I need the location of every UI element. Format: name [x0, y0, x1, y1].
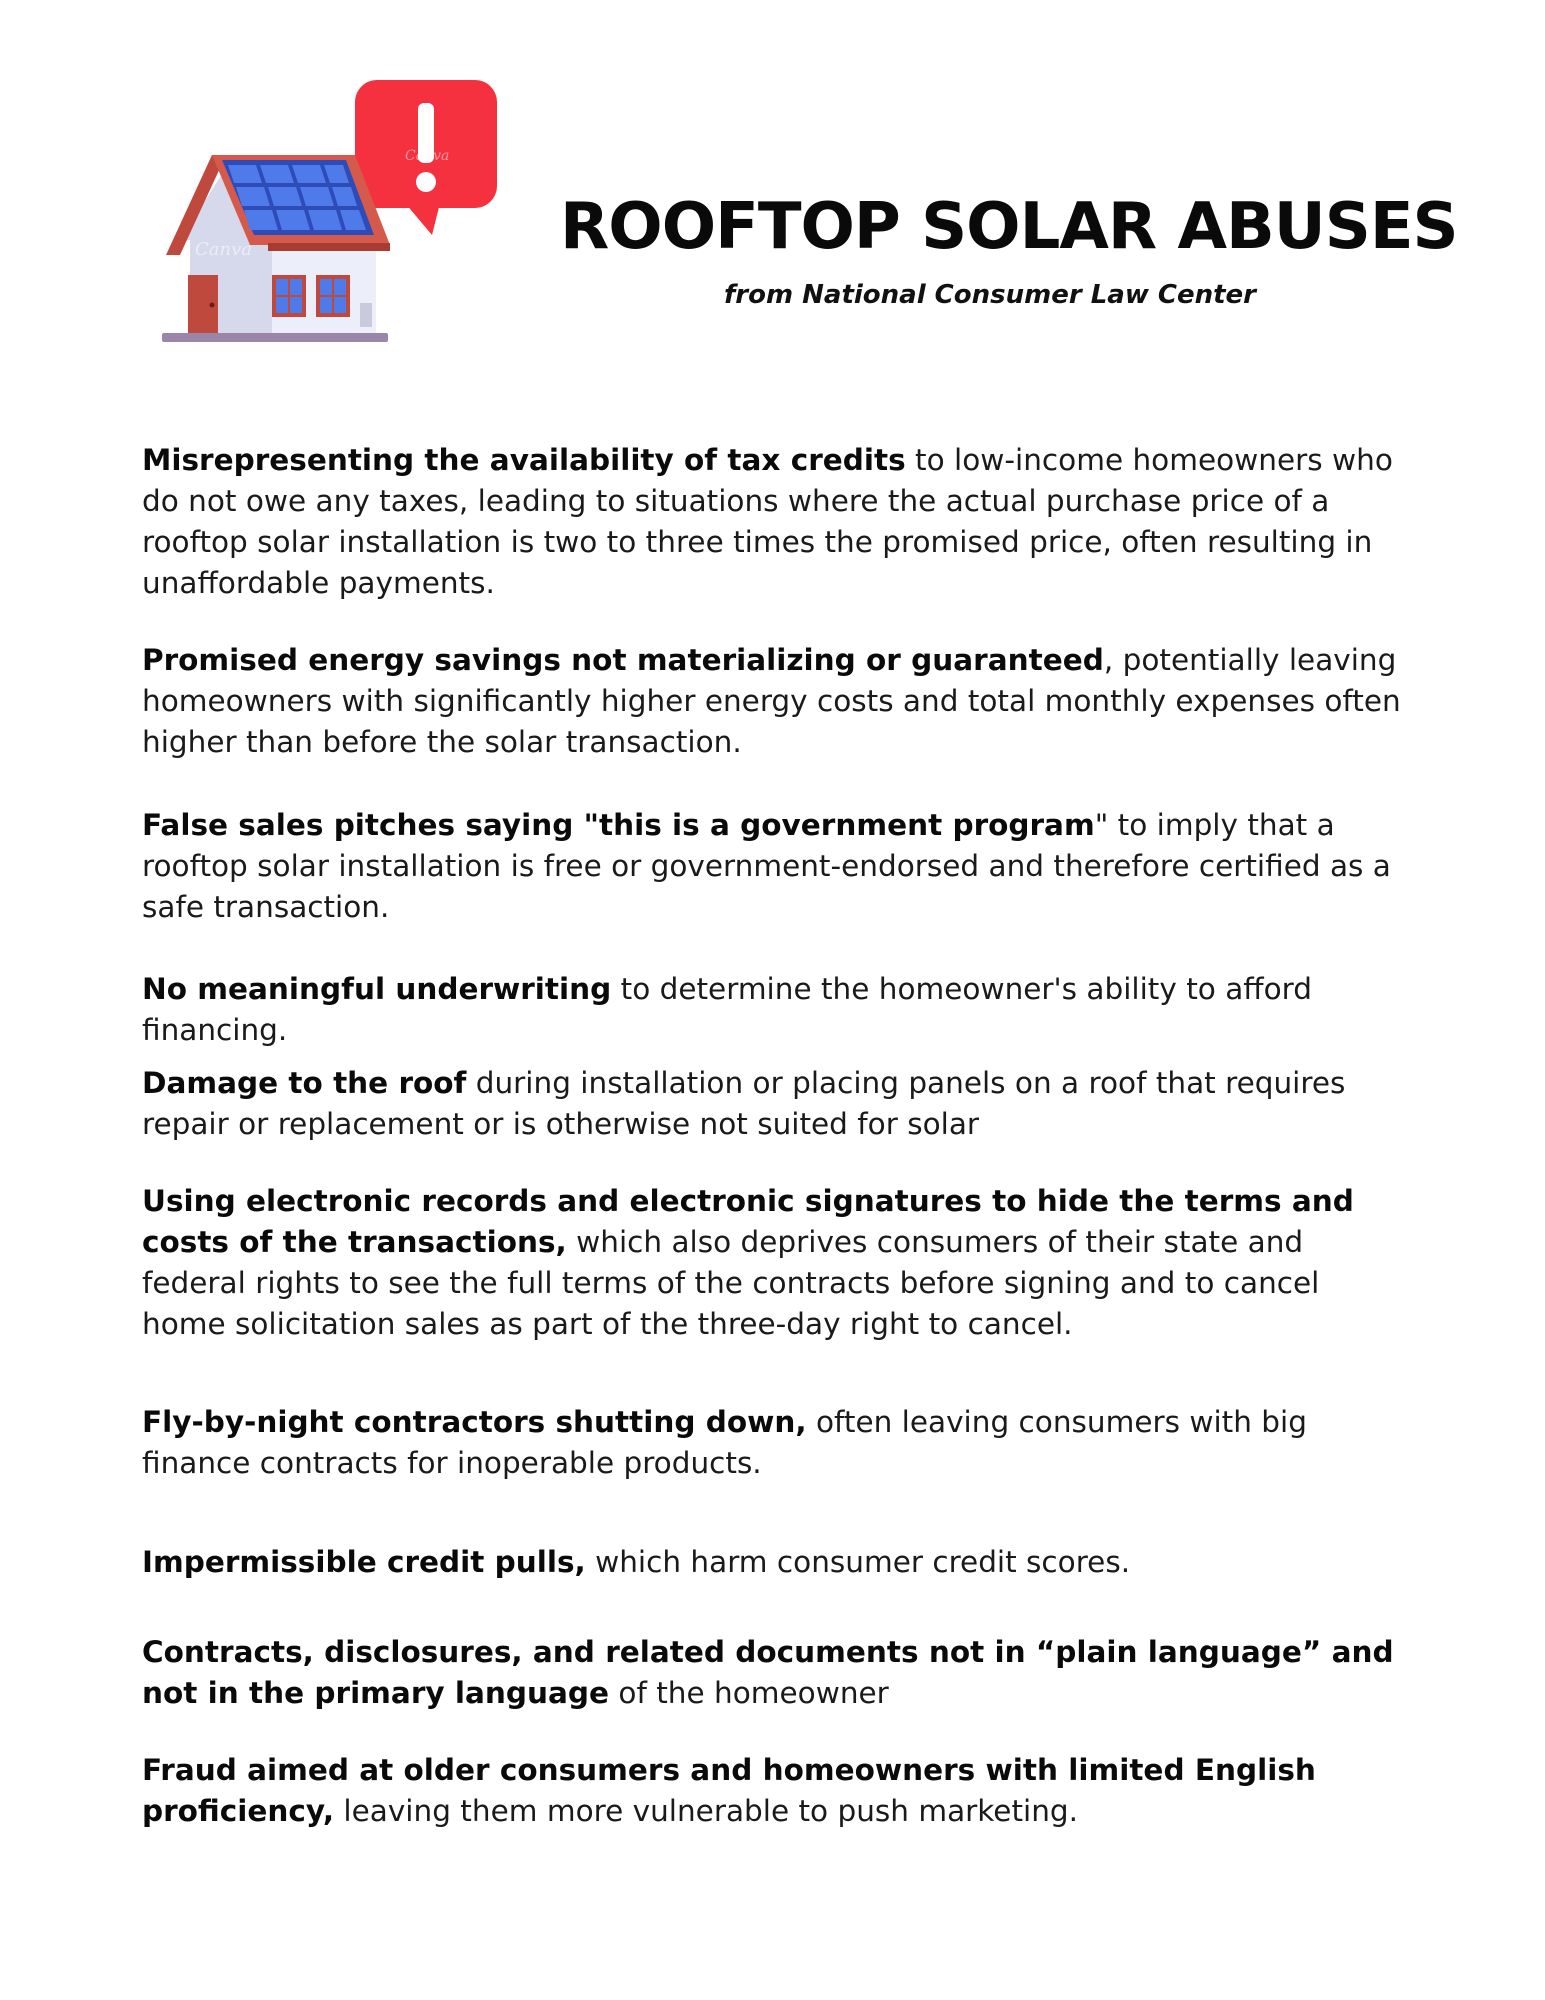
abuse-item-heading: Misrepresenting the availability of tax credits: [142, 443, 906, 477]
abuse-item-credit-pulls: [142, 1542, 1412, 1583]
abuse-item-roof-damage: [142, 1063, 1412, 1145]
abuse-item-energy-savings: [142, 640, 1412, 763]
abuse-item-underwriting: [142, 969, 1412, 1051]
page-subtitle: from National Consumer Law Center: [724, 280, 1256, 310]
abuse-item-text: , potentially leaving homeowners with significantly higher energy costs and total monthly expenses often higher than before the solar transaction.: [142, 643, 1401, 759]
abuse-item-heading: Using electronic records and electronic signatures to hide the terms and costs of the transactions,: [142, 1184, 1354, 1259]
page-title: ROOFTOP SOLAR ABUSES: [560, 190, 1458, 264]
abuse-item-plain-language: [142, 1632, 1412, 1714]
abuse-item-text: during installation or placing panels on a roof that requires repair or replacement or is otherwise not suited for solar: [142, 1066, 1346, 1141]
abuse-item-fraud-older-consumers: [142, 1750, 1412, 1832]
abuse-item-heading: No meaningful underwriting: [142, 972, 612, 1006]
solar-house-alert-illustration: [150, 75, 510, 360]
ground-icon: [162, 333, 388, 342]
abuse-item-heading: Promised energy savings not materializing or guaranteed: [142, 643, 1104, 677]
abuse-item-heading: Impermissible credit pulls,: [142, 1545, 586, 1579]
abuse-item-fly-by-night: [142, 1402, 1412, 1484]
abuse-item-heading: Fraud aimed at older consumers and homeowners with limited English proficiency,: [142, 1753, 1316, 1828]
watermark-text: Canva: [195, 239, 252, 260]
abuse-item-heading: Contracts, disclosures, and related documents not in “plain language” and not in the primary language: [142, 1635, 1394, 1710]
abuse-item-text: which harm consumer credit scores.: [585, 1545, 1131, 1579]
abuse-item-heading: Fly-by-night contractors shutting down,: [142, 1405, 807, 1439]
abuse-item-text: " to imply that a rooftop solar installation is free or government-endorsed and therefore certified as a safe transaction.: [142, 808, 1391, 924]
abuse-item-heading: False sales pitches saying "this is a government program: [142, 808, 1095, 842]
abuse-item-text: to determine the homeowner's ability to afford financing.: [142, 972, 1312, 1047]
abuse-item-tax-credits: [142, 440, 1412, 604]
abuse-item-text: which also deprives consumers of their state and federal rights to see the full terms of the contracts before signing and to cancel home solicitation sales as part of the three-day right to cancel.: [142, 1225, 1320, 1341]
abuse-item-government-program: [142, 805, 1412, 928]
abuse-item-text: leaving them more vulnerable to push marketing.: [334, 1794, 1079, 1828]
abuse-item-text: often leaving consumers with big finance contracts for inoperable products.: [142, 1405, 1307, 1480]
abuse-item-text: of the homeowner: [609, 1676, 889, 1710]
watermark-text: Canva: [405, 148, 450, 164]
abuse-item-electronic-records: [142, 1181, 1412, 1345]
abuse-item-heading: Damage to the roof: [142, 1066, 467, 1100]
abuse-item-text: to low-income homeowners who do not owe any taxes, leading to situations where the actual purchase price of a rooftop solar installation is two to three times the promised price, often resulting in unaffordable payments.: [142, 443, 1393, 600]
